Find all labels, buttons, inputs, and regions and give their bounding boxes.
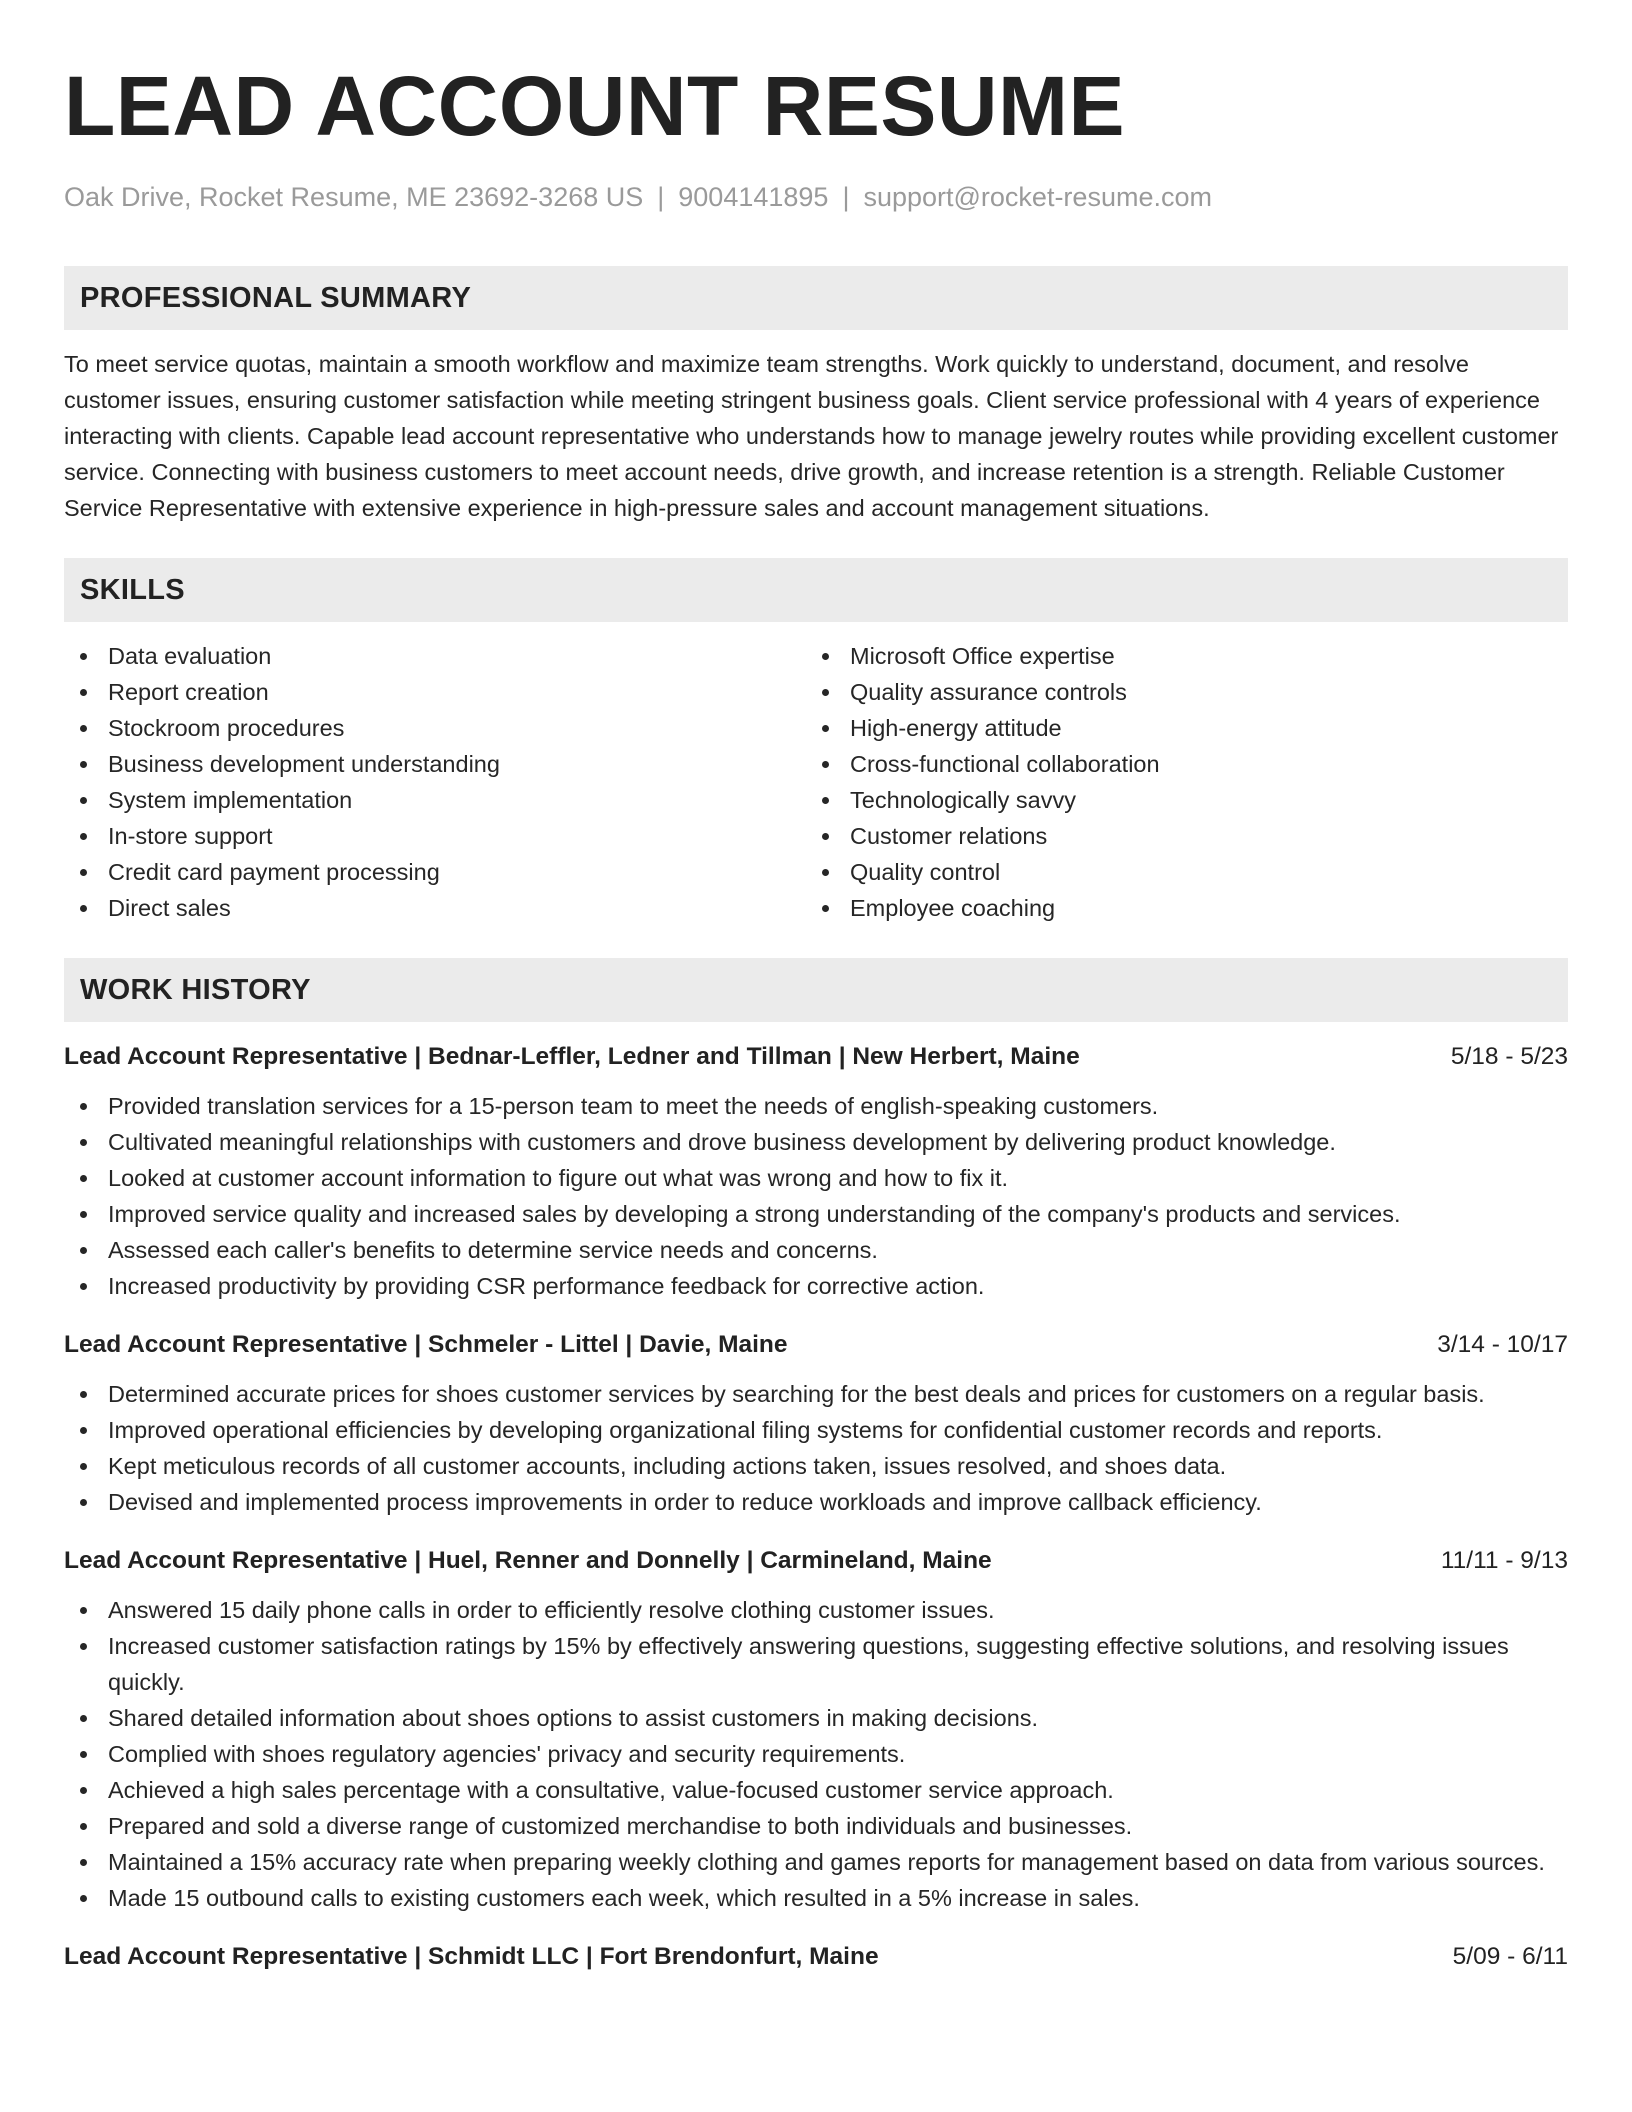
contact-email: support@rocket-resume.com	[863, 182, 1212, 212]
job-bullet: Cultivated meaningful relationships with customers and drove business development by delivering product knowledge.	[64, 1124, 1568, 1160]
job-bullet: Made 15 outbound calls to existing customers each week, which resulted in a 5% increase in sales.	[64, 1880, 1568, 1916]
skill-item: Data evaluation	[64, 638, 806, 674]
job-bullet: Devised and implemented process improvements in order to reduce workloads and improve callback efficiency.	[64, 1484, 1568, 1520]
skill-item: Stockroom procedures	[64, 710, 806, 746]
skill-item: Employee coaching	[806, 890, 1548, 926]
job-bullet: Assessed each caller's benefits to determine service needs and concerns.	[64, 1232, 1568, 1268]
job-bullet: Improved operational efficiencies by developing organizational filing systems for confidential customer records and reports.	[64, 1412, 1568, 1448]
contact-address: Oak Drive, Rocket Resume, ME 23692-3268 US	[64, 182, 644, 212]
skills-list	[64, 638, 1568, 926]
job-bullets	[64, 1592, 1568, 1916]
skill-item: Quality control	[806, 854, 1548, 890]
skills-column-right	[806, 638, 1548, 926]
resume-name: LEAD ACCOUNT RESUME	[64, 59, 1126, 153]
job-bullets	[64, 1376, 1568, 1520]
summary-text: To meet service quotas, maintain a smooth workflow and maximize team strengths. Work quickly to understand, document, and resolve customer issues, ensuring customer satisfaction while meeting stringent business goals. Client service professional with 4 years of experience interacting with clients. Capable lead account representative who understands how to manage jewelry routes while providing excellent customer service. Connecting with business customers to meet account needs, drive growth, and increase retention is a strength. Reliable Customer Service Representative with extensive experience in high-pressure sales and account management situations.	[64, 351, 1559, 521]
skill-item: Customer relations	[806, 818, 1548, 854]
job-entry	[64, 1040, 1568, 1304]
job-bullets	[64, 1088, 1568, 1304]
skill-item: Cross-functional collaboration	[806, 746, 1548, 782]
skills-heading: SKILLS	[64, 558, 1568, 622]
job-header	[64, 1940, 1568, 1974]
job-title: Lead Account Representative | Schmeler - Littel | Davie, Maine	[64, 1331, 788, 1358]
job-entry	[64, 1940, 1568, 1974]
work-history-heading: WORK HISTORY	[64, 958, 1568, 1022]
job-dates: 3/14 - 10/17	[1437, 1331, 1568, 1358]
job-dates: 5/18 - 5/23	[1450, 1043, 1568, 1070]
skill-item: Direct sales	[64, 890, 806, 926]
job-bullet: Answered 15 daily phone calls in order to efficiently resolve clothing customer issues.	[64, 1592, 1568, 1628]
job-bullet: Complied with shoes regulatory agencies' privacy and security requirements.	[64, 1736, 1568, 1772]
job-entry	[64, 1328, 1568, 1520]
job-header	[64, 1040, 1568, 1074]
skill-item: Technologically savvy	[806, 782, 1548, 818]
job-bullet: Increased customer satisfaction ratings by 15% by effectively answering questions, suggesting effective solutions, and resolving issues quickly.	[64, 1628, 1568, 1700]
job-title: Lead Account Representative | Huel, Renner and Donnelly | Carmineland, Maine	[64, 1547, 992, 1574]
skill-item: Business development understanding	[64, 746, 806, 782]
contact-separator: |	[842, 182, 850, 212]
job-bullet: Looked at customer account information to figure out what was wrong and how to fix it.	[64, 1160, 1568, 1196]
skill-item: Report creation	[64, 674, 806, 710]
job-title: Lead Account Representative | Schmidt LLC | Fort Brendonfurt, Maine	[64, 1943, 879, 1970]
contact-phone: 9004141895	[678, 182, 829, 212]
contact-line	[64, 180, 1568, 214]
job-dates: 5/09 - 6/11	[1452, 1943, 1568, 1970]
job-bullet: Kept meticulous records of all customer accounts, including actions taken, issues resolved, and shoes data.	[64, 1448, 1568, 1484]
skill-item: In-store support	[64, 818, 806, 854]
job-header	[64, 1328, 1568, 1362]
job-bullet: Shared detailed information about shoes options to assist customers in making decisions.	[64, 1700, 1568, 1736]
job-bullet: Prepared and sold a diverse range of customized merchandise to both individuals and businesses.	[64, 1808, 1568, 1844]
summary-heading: PROFESSIONAL SUMMARY	[64, 266, 1568, 330]
job-entry	[64, 1544, 1568, 1916]
skill-item: Microsoft Office expertise	[806, 638, 1548, 674]
job-bullet: Increased productivity by providing CSR performance feedback for corrective action.	[64, 1268, 1568, 1304]
job-bullet: Improved service quality and increased sales by developing a strong understanding of the company's products and services.	[64, 1196, 1568, 1232]
job-title: Lead Account Representative | Bednar-Leffler, Ledner and Tillman | New Herbert, Maine	[64, 1043, 1080, 1070]
job-dates: 11/11 - 9/13	[1440, 1547, 1568, 1574]
skill-item: Credit card payment processing	[64, 854, 806, 890]
skill-item: System implementation	[64, 782, 806, 818]
job-bullet: Maintained a 15% accuracy rate when preparing weekly clothing and games reports for management based on data from various sources.	[64, 1844, 1568, 1880]
job-bullet: Achieved a high sales percentage with a consultative, value-focused customer service approach.	[64, 1772, 1568, 1808]
skills-column-left	[64, 638, 806, 926]
contact-separator: |	[657, 182, 665, 212]
job-header	[64, 1544, 1568, 1578]
skill-item: Quality assurance controls	[806, 674, 1548, 710]
job-bullet: Provided translation services for a 15-person team to meet the needs of english-speaking customers.	[64, 1088, 1568, 1124]
job-bullet: Determined accurate prices for shoes customer services by searching for the best deals and prices for customers on a regular basis.	[64, 1376, 1568, 1412]
skill-item: High-energy attitude	[806, 710, 1548, 746]
